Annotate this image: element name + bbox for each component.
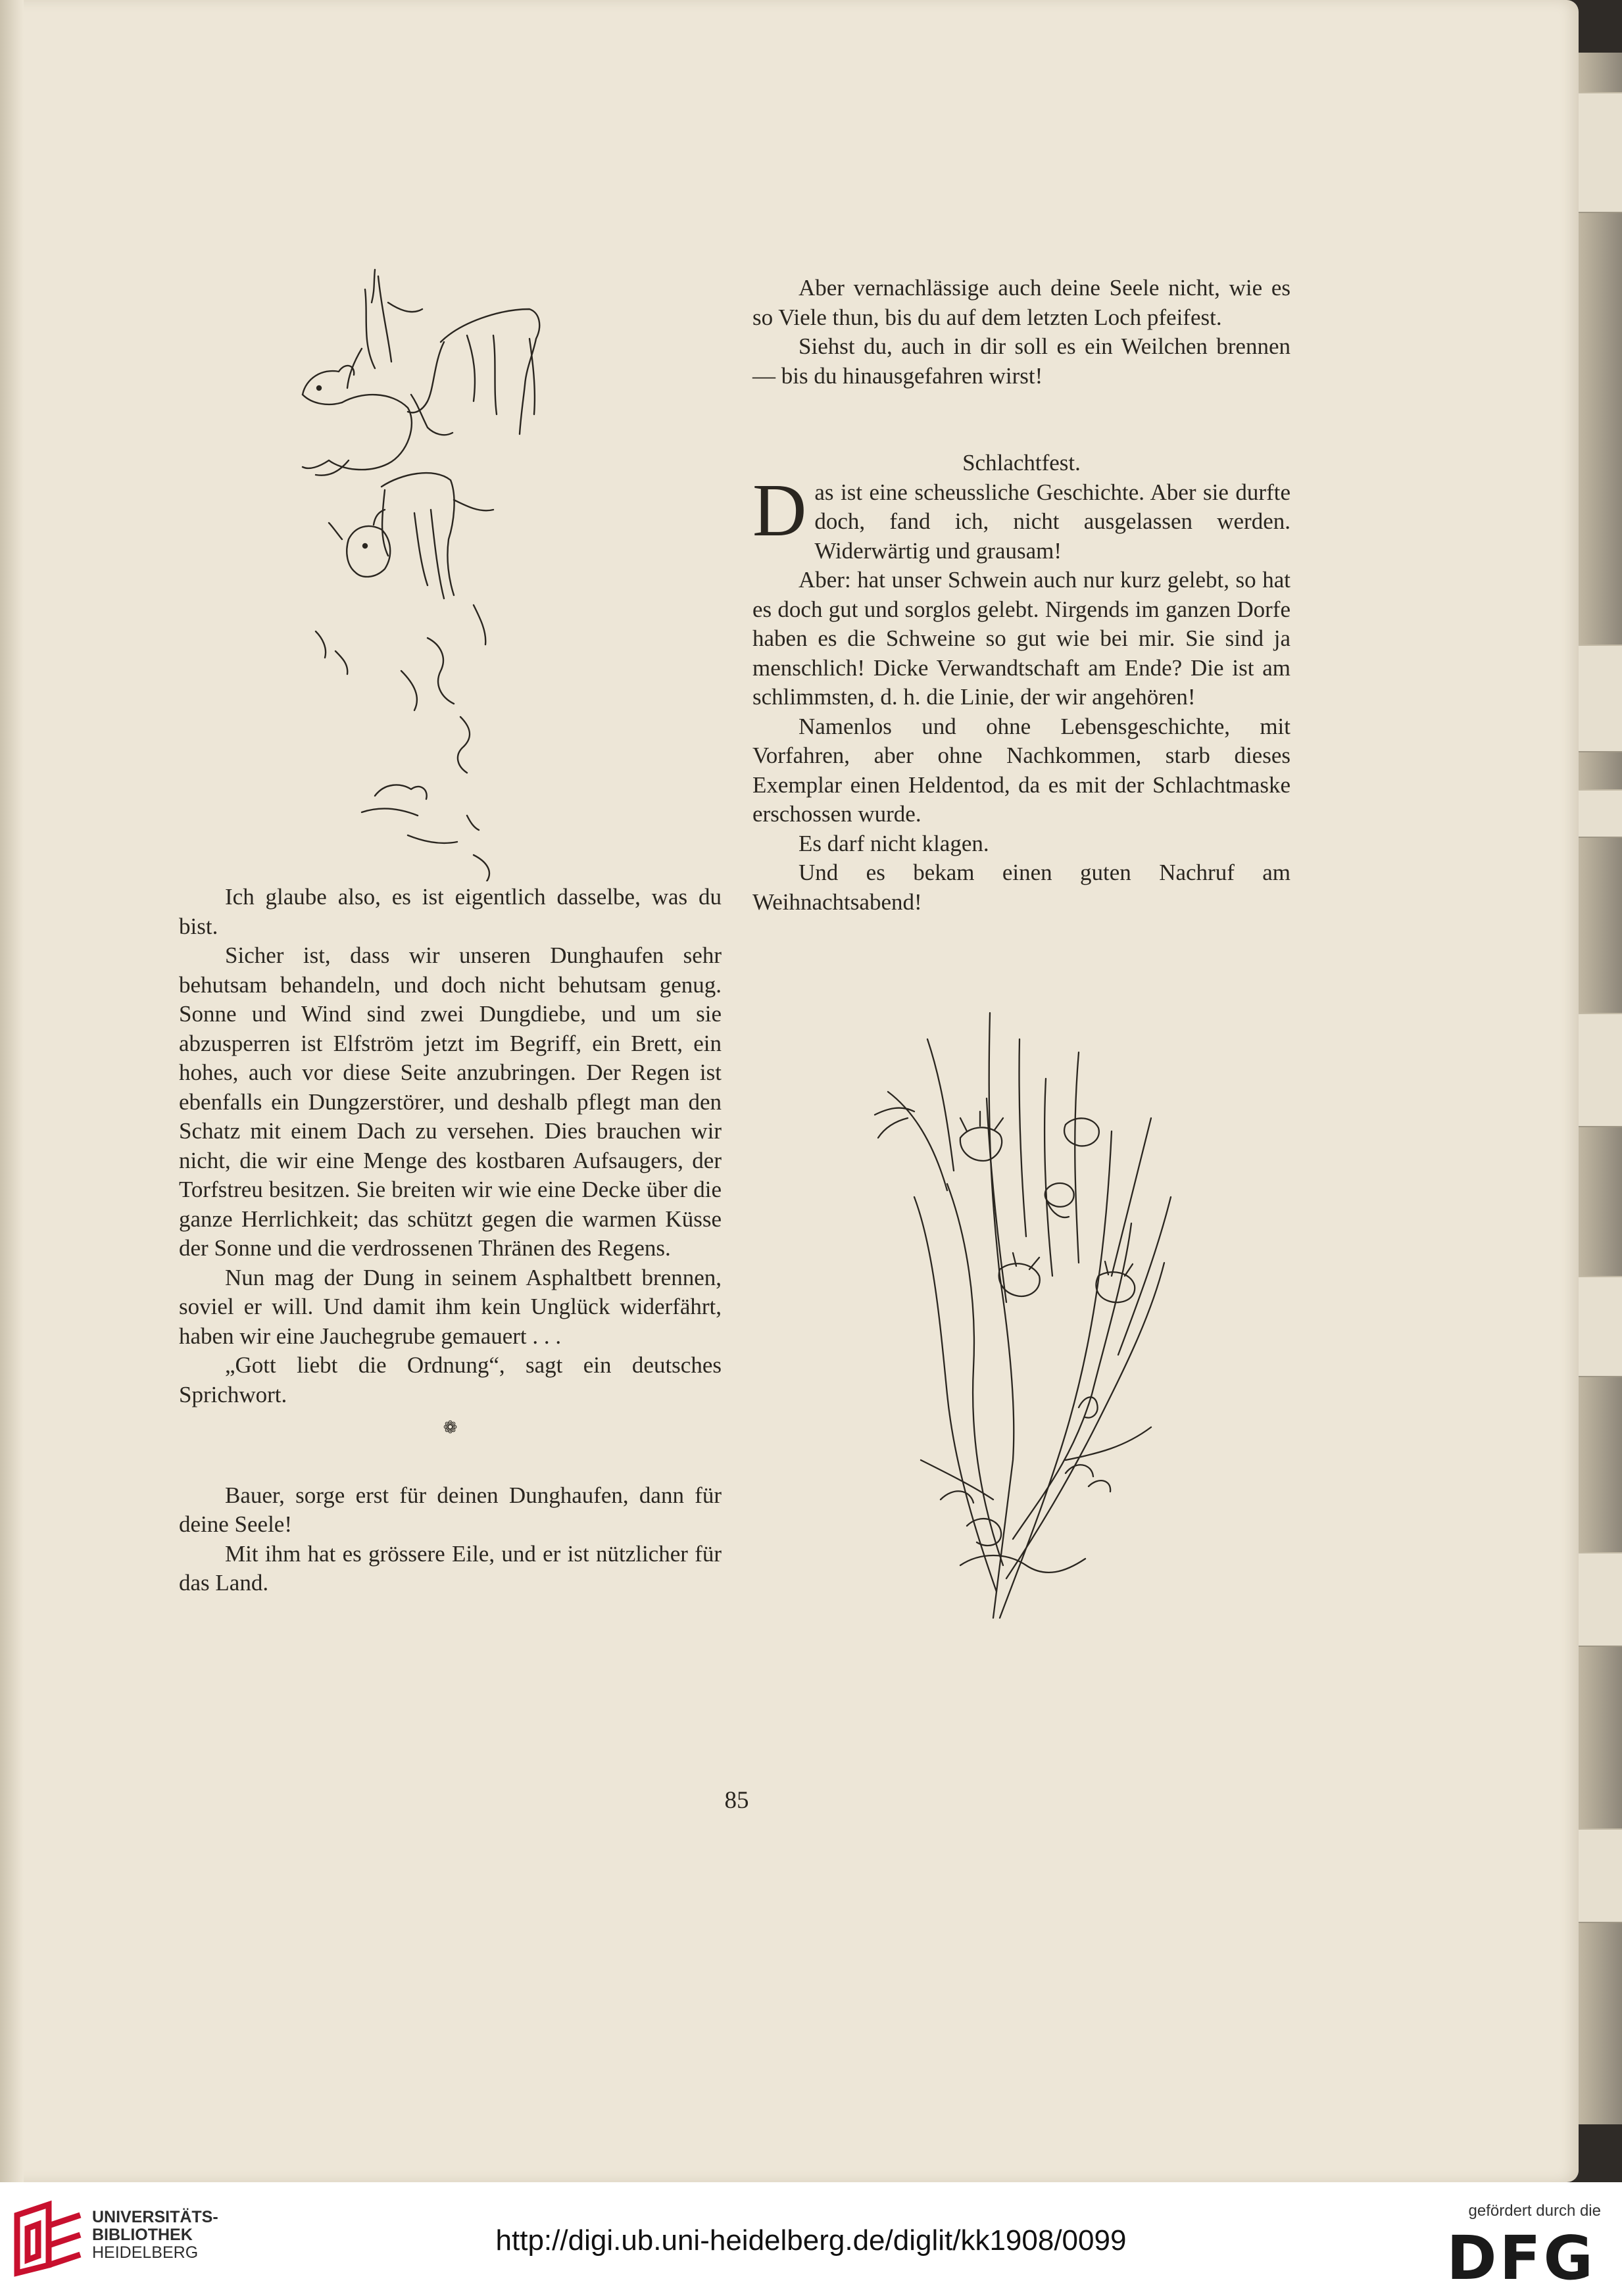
library-name-line: BIBLIOTHEK — [92, 2226, 193, 2244]
funding-label: gefördert durch die — [1468, 2202, 1601, 2220]
page-gutter — [0, 0, 24, 2182]
dfg-logo: DFG — [1446, 2223, 1596, 2293]
section-ornament: ❁ — [443, 1418, 458, 1437]
paragraph: Ich glaube also, es ist eigentlich dasselbe, was du bist. — [179, 884, 722, 939]
paragraph: Und es bekam einen guten Nachruf am Weihnachtsabend! — [752, 860, 1290, 915]
paragraph: Aber: hat unser Schwein auch nur kurz gelebt, so hat es doch gut und sorglos gelebt. Nirgends im ganzen Dorfe haben es die Schweine so gut wie bei mir. Sie sind ja menschlich! Dicke Verwandtschaft am Ende? Die ist am schlimmsten, d. h. die Linie, der wir angehören! — [752, 567, 1290, 710]
paragraph: Aber vernachlässige auch deine Seele nicht, wie es so Viele thun, bis du auf dem letzten Loch pfeifest. — [752, 275, 1290, 330]
paragraph: Es darf nicht klagen. — [799, 830, 989, 856]
page-number: 85 — [724, 1787, 749, 1814]
right-text-column — [752, 274, 1290, 917]
opening-paragraph-text: as ist eine scheussliche Geschichte. Aber sie durfte doch, fand ich, nicht ausgelassen werden. Widerwärtig und grausam! — [814, 479, 1290, 564]
opening-paragraph — [752, 468, 1290, 566]
library-name-line: HEIDELBERG — [92, 2243, 199, 2262]
permalink-url[interactable]: http://digi.ub.uni-heidelberg.de/diglit/kk1908/0099 — [495, 2224, 1127, 2257]
left-text-column — [179, 883, 722, 1598]
wildflowers-sketch-illustration — [848, 1000, 1191, 1631]
section-title: Schlachtfest. — [962, 450, 1081, 476]
paragraph: Namenlos und ohne Lebensgeschichte, mit Vorfahren, aber ohne Nachkommen, starb dieses Exemplar einen Heldentod, da es mit der Schlachtmaske erschossen wurde. — [752, 713, 1290, 827]
drop-cap: D — [752, 468, 807, 552]
paragraph: Mit ihm hat es grössere Eile, und er ist nützlicher für das Land. — [179, 1540, 722, 1596]
viewer-footer — [0, 2182, 1622, 2296]
paragraph: „Gott liebt die Ordnung“, sagt ein deutsches Sprichwort. — [179, 1352, 722, 1407]
animals-sketch-illustration — [276, 263, 553, 881]
paragraph: Nun mag der Dung in seinem Asphaltbett brennen, soviel er will. Und damit ihm kein Unglück widerfährt, haben wir eine Jauchegrube gemauert . . . — [179, 1264, 722, 1349]
paragraph: Bauer, sorge erst für deinen Dunghaufen, dann für deine Seele! — [179, 1482, 722, 1537]
paragraph: Siehst du, auch in dir soll es ein Weilchen brennen — bis du hinausgefahren wirst! — [752, 333, 1290, 389]
paragraph: Sicher ist, dass wir unseren Dunghaufen sehr behutsam behandeln, und doch nicht behutsam genug. Sonne und Wind sind zwei Dungdiebe, und um sie abzusperren ist Elfström jetzt im Begriff, ein Brett, ein hohes, auch vor diese Seite anzubringen. Der Regen ist ebenfalls ein Dungzerstörer, und deshalb pflegt man den Schatz mit einem Dach zu versehen. Dies brauchen wir nicht, die wir eine Menge des kostbaren Aufsaugers, der Torfstreu besitzen. Sie breiten wir wie eine Decke über die ganze Herrlichkeit; das schützt gegen die warmen Küsse der Sonne und die verdrossenen Thränen des Regens. — [179, 942, 722, 1261]
library-name-line: UNIVERSITÄTS- — [92, 2208, 218, 2226]
